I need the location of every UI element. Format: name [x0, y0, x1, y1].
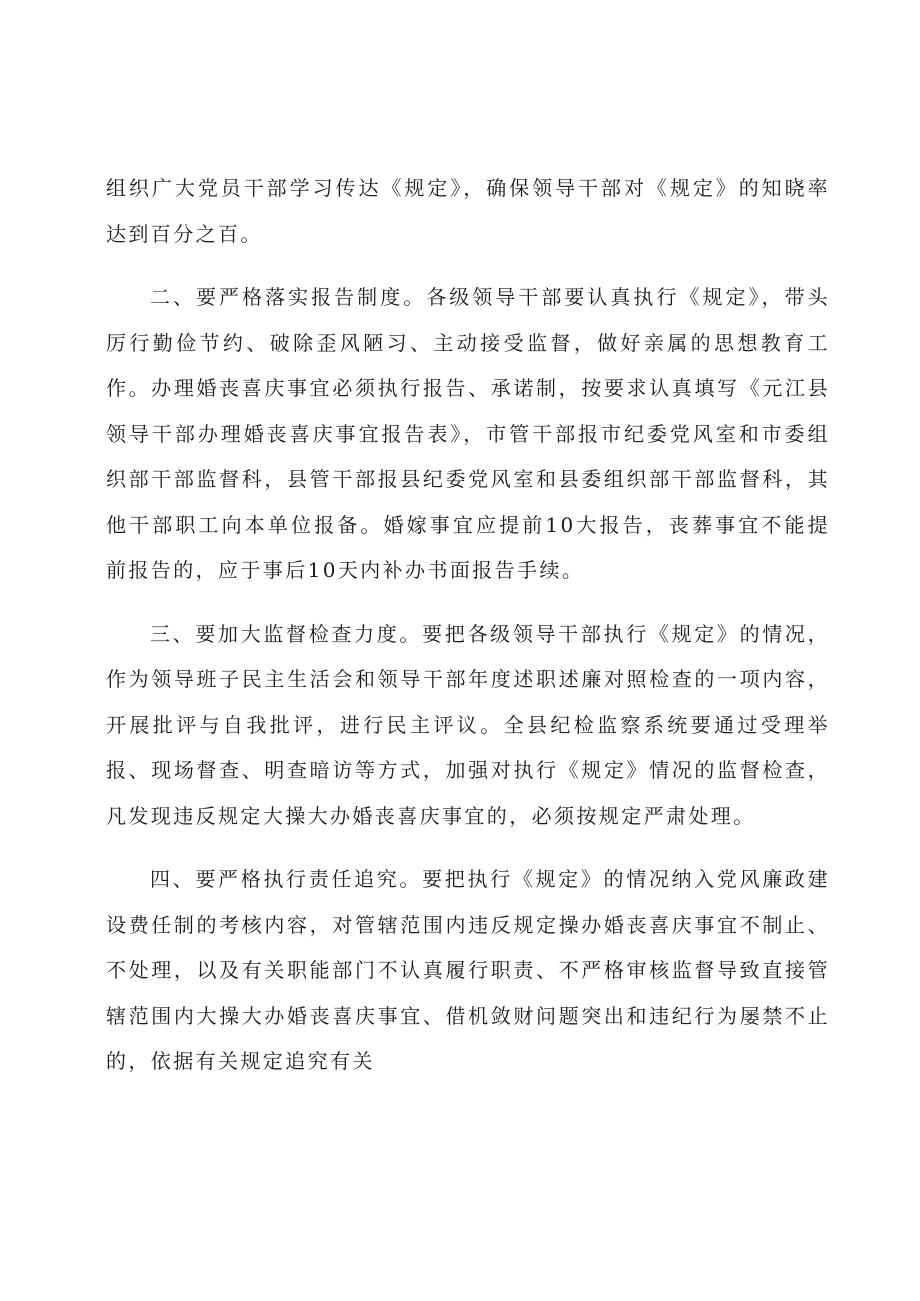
paragraph-accountability: 四、要严格执行责任追究。要把执行《规定》的情况纳入党风廉政建设费任制的考核内容，对管辖范围内违反规定操办婚丧喜庆事宜不制止、不处理，以及有关职能部门不认真履行职责、不严格审核监督导致直接管辖范围内大操大办婚丧喜庆事宜、借机敛财问题突出和违纪行为屡禁不止的，依据有关规定追究有关 — [106, 867, 830, 1073]
document-body — [106, 166, 830, 1103]
paragraph-supervision: 三、要加大监督检查力度。要把各级领导干部执行《规定》的情况，作为领导班子民主生活会和领导干部年度述职述廉对照检查的一项内容，开展批评与自我批评，进行民主评议。全县纪检监察系统要通过受理举报、现场督查、明查暗访等方式，加强对执行《规定》情况的监督检查，凡发现违反规定大操大办婚丧喜庆事宜的，必须按规定严肃处理。 — [106, 621, 830, 828]
paragraph-continuation: 组织广大党员干部学习传达《规定》，确保领导干部对《规定》的知晓率达到百分之百。 — [106, 176, 830, 246]
paragraph-reporting-system: 二、要严格落实报告制度。各级领导干部要认真执行《规定》，带头厉行勤俭节约、破除歪风陋习、主动接受监督，做好亲属的思想教育工作。办理婚丧喜庆事宜必须执行报告、承诺制，按要求认真填写《元江县领导干部办理婚丧喜庆事宜报告表》，市管干部报市纪委党风室和市委组织部干部监督科，县管干部报县纪委党风室和县委组织部干部监督科，其他干部职工向本单位报备。婚嫁事宜应提前10大报告，丧葬事宜不能提前报告的，应于事后10天内补办书面报告手续。 — [106, 285, 830, 582]
